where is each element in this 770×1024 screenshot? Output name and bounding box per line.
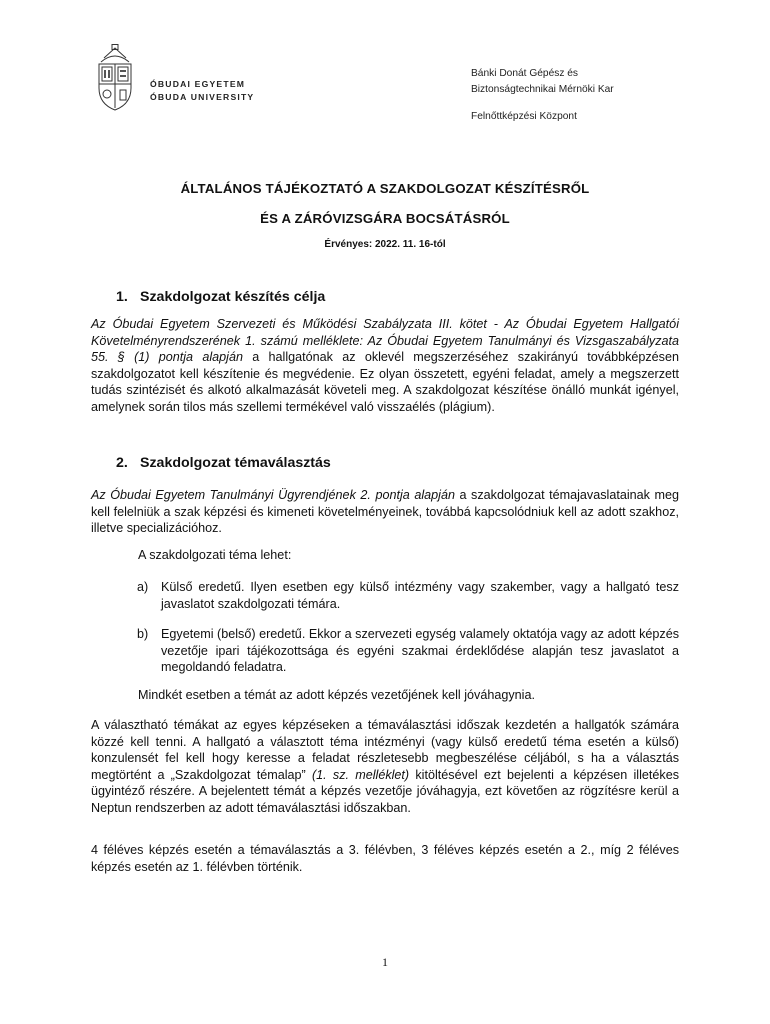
section-1-title: Szakdolgozat készítés célja — [140, 289, 326, 305]
center-name: Felnőttképzési Központ — [471, 111, 577, 122]
regulation-reference: Az Óbudai Egyetem Szervezeti és Működési Szabályzata III. kötet - Az Óbudai Egyetem Hallgatói Követelményrendszerének 1. számú melléklete: Az Óbudai Egyetem Tanulmányi és Vizsgaszabályzata 55. § (1) pontja alapján — [91, 317, 679, 365]
section-1-number: 1. — [116, 289, 128, 305]
list-item-text: Egyetemi (belső) eredetű. Ekkor a szervezeti egység valamely oktatója vagy az adott képzés vezetője ipari tájékozottsága és egyéni szakmai érdeklődése alapján tesz javaslatot a megoldandó feladatra. — [161, 627, 679, 675]
document-title-line-2: ÉS A ZÁRÓVIZSGÁRA BOCSÁTÁSRÓL — [260, 211, 510, 226]
section-1-paragraph — [91, 316, 679, 416]
list-item — [137, 579, 679, 612]
section-2-paragraph-2 — [91, 717, 679, 817]
section-2-heading — [116, 455, 331, 471]
faculty-block — [471, 66, 614, 125]
list-item-marker: b) — [137, 627, 149, 641]
faculty-line-2: Biztonságtechnikai Mérnöki Kar — [471, 84, 614, 95]
section-1-heading — [116, 289, 325, 305]
document-title-line-1: ÁLTALÁNOS TÁJÉKOZTATÓ A SZAKDOLGOZAT KÉSZÍTÉSRŐL — [180, 181, 590, 196]
valid-from-date: Érvényes: 2022. 11. 16-tól — [324, 239, 446, 250]
page-number: 1 — [382, 955, 388, 969]
section-2-paragraph-2-text-b: kitöltésével ezt bejelenti a képzésen illetékes ügyintéző részére. A bejelentett témát a képzés vezetője jóváhagyja, ezt követően az rögzítésre kerül a Neptun rendszerben az adott témaválasztási időszakban. — [91, 767, 679, 815]
section-1-paragraph-text: a hallgatónak az oklevél megszerzéséhez szakirányú továbbképzésen szakdolgozatot kell készítenie és megvédenie. Ez olyan összetett, egyéni feladat, amely a megszerzett tudás szintézisét és alkotó alkalmazását követeli meg. A szakdolgozat készítése önálló munkát igényel, amelynek során tilos más szellemi termékével való visszaélés (plágium). — [91, 350, 679, 414]
approval-note: Mindkét esetben a témát az adott képzés vezetőjének kell jóváhagynia. — [138, 688, 535, 702]
list-item — [137, 626, 679, 676]
section-2-paragraph-2-text-a: A választható témákat az egyes képzéseken a témaválasztási időszak kezdetén a hallgatók számára közzé kell tenni. A hallgató a választott téma intézményi (vagy külső eredetű téma esetén a külső) konzulensét fel kell hogy keresse a feladat részletesebb megbeszélése céljából, s ha a választás megtörtént a „Szakdolgozat témalap” — [91, 718, 679, 782]
list-item-marker: a) — [137, 580, 149, 594]
section-2-paragraph-1-text: a szakdolgozat témajavaslatainak meg kell felelniük a szak képzési és kimeneti követelményeinek, továbbá kapcsolódniuk kell az adott szakhoz, illetve specializációhoz. — [91, 488, 679, 536]
section-2-paragraph-3: 4 féléves képzés esetén a témaválasztás a 3. félévben, 3 féléves képzés esetén a 2., míg 2 féléves képzés esetén az 1. félévben történik. — [91, 843, 679, 874]
procedure-reference: Az Óbudai Egyetem Tanulmányi Ügyrendjének 2. pontja alapján — [91, 488, 455, 502]
section-2-number: 2. — [116, 455, 128, 471]
topic-list-intro: A szakdolgozati téma lehet: — [138, 548, 292, 562]
faculty-line-1: Bánki Donát Gépész és — [471, 68, 579, 79]
university-crest-icon — [92, 44, 138, 112]
university-name — [150, 78, 254, 104]
section-2-title: Szakdolgozat témaválasztás — [140, 455, 331, 471]
university-name-en: ÓBUDA UNIVERSITY — [150, 92, 255, 102]
list-item-text: Külső eredetű. Ilyen esetben egy külső intézmény vagy szakember, vagy a hallgató tesz javaslatot szakdolgozati témára. — [161, 580, 679, 611]
university-name-hu: ÓBUDAI EGYETEM — [150, 79, 246, 89]
annex-reference: (1. sz. melléklet) — [305, 767, 410, 782]
section-2-paragraph-1 — [91, 487, 679, 537]
